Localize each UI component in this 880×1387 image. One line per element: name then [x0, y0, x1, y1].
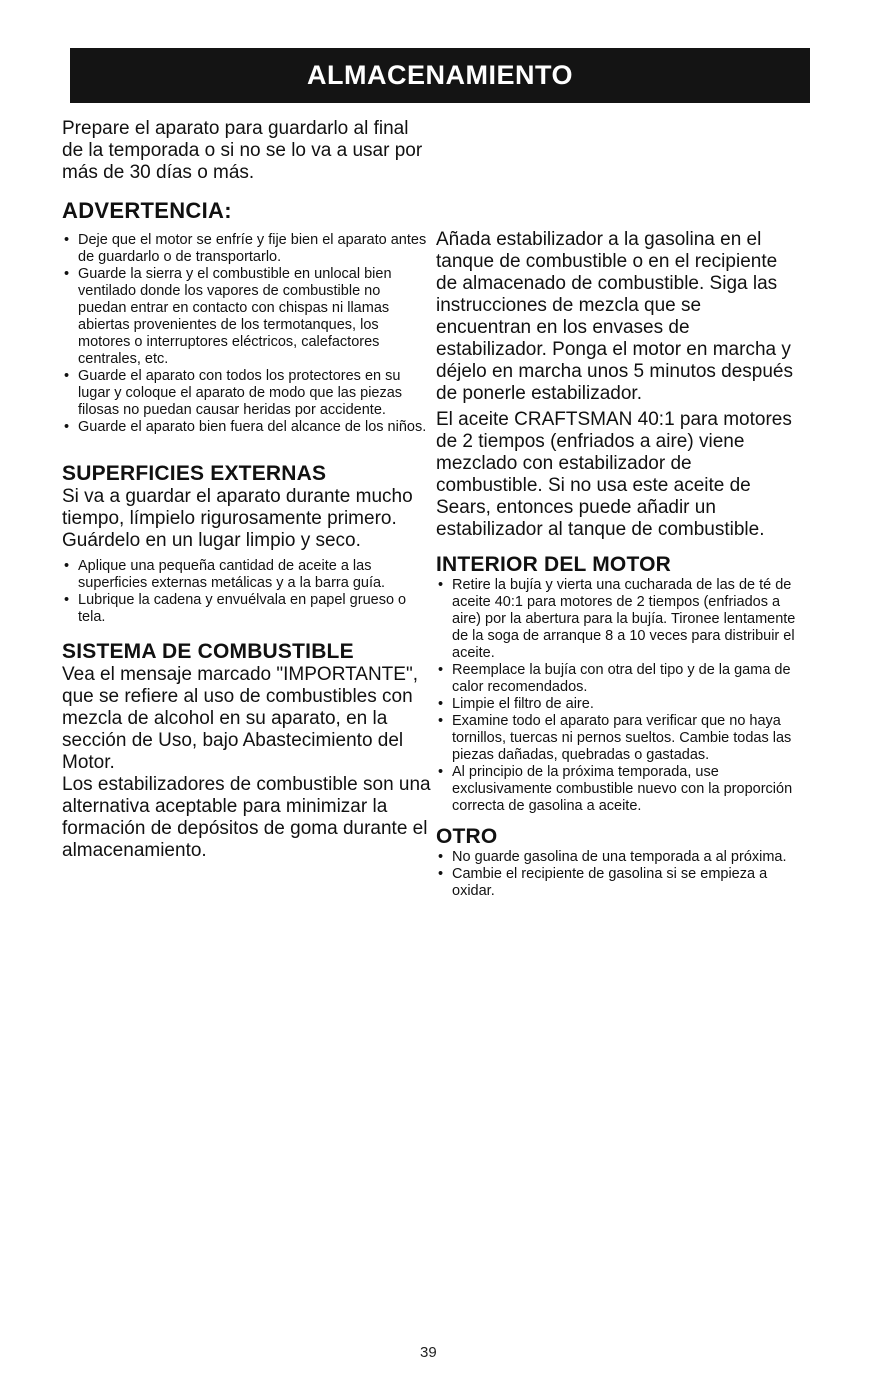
list-item: • Guarde el aparato con todos los protectores en su lugar y coloque el aparato de modo que las piezas filosas no puedan causar heridas por accidente. — [62, 368, 432, 419]
craftsman-oil-paragraph: El aceite CRAFTSMAN 40:1 para motores de 2 tiempos (enfriados a aire) viene mezclado con estabilizador de combustible. Si no usa este aceite de Sears, entonces puede añadir un estabilizador al tanque de combustible. — [436, 409, 792, 540]
section-header — [70, 48, 810, 103]
list-item: • Al principio de la próxima temporada, use exclusivamente combustible nuevo con la proporción correcta de gasolina a aceite. — [436, 764, 796, 815]
other-heading: OTRO — [436, 825, 498, 848]
list-item: • Examine todo el aparato para verificar que no haya tornillos, tuercas ni pernos sueltos. Cambie todas las piezas dañadas, quebradas o gastadas. — [436, 713, 796, 764]
left-column — [62, 118, 432, 862]
list-item: • Lubrique la cadena y envuélvala en papel grueso o tela. — [62, 592, 432, 626]
warning-heading: ADVERTENCIA: — [62, 198, 232, 223]
page-number: 39 — [420, 1344, 437, 1361]
engine-interior-heading: INTERIOR DEL MOTOR — [436, 553, 671, 576]
right-column — [436, 229, 796, 900]
external-surfaces-heading: SUPERFICIES EXTERNAS — [62, 462, 327, 485]
fuel-stabilizer-paragraph: Los estabilizadores de combustible son una alternativa aceptable para minimizar la formación de depósitos de goma durante el almacenamiento. — [62, 774, 431, 861]
list-item: • Limpie el filtro de aire. — [436, 696, 796, 713]
list-item: • Guarde el aparato bien fuera del alcance de los niños. — [62, 419, 432, 436]
section-title: ALMACENAMIENTO — [307, 60, 573, 90]
other-list — [436, 849, 796, 900]
list-item: • Reemplace la bujía con otra del tipo y de la gama de calor recomendados. — [436, 662, 796, 696]
list-item: • Deje que el motor se enfríe y fije bien el aparato antes de guardarlo o de transportarlo. — [62, 232, 432, 266]
list-item: • Cambie el recipiente de gasolina si se empieza a oxidar. — [436, 866, 796, 900]
external-surfaces-paragraph: Si va a guardar el aparato durante mucho tiempo, límpielo rigurosamente primero. Guárdelo en un lugar limpio y seco. — [62, 486, 413, 551]
intro-paragraph: Prepare el aparato para guardarlo al final de la temporada o si no se lo va a usar por más de 30 días o más. — [62, 118, 423, 183]
list-item: • Retire la bujía y vierta una cucharada de las de té de aceite 40:1 para motores de 2 tiempos (enfriados a aire) por la abertura para la bujía. Tironee lentamente de la soga de arranque 8 a 10 veces para distribuir el aceite. — [436, 577, 796, 662]
fuel-system-heading: SISTEMA DE COMBUSTIBLE — [62, 640, 354, 663]
fuel-system-paragraph: Vea el mensaje marcado "IMPORTANTE", que se refiere al uso de combustibles con mezcla de alcohol en su aparato, en la sección de Uso, bajo Abastecimiento del Motor. — [62, 664, 418, 773]
list-item: • Aplique una pequeña cantidad de aceite a las superficies externas metálicas y a la barra guía. — [62, 558, 432, 592]
stabilizer-paragraph: Añada estabilizador a la gasolina en el tanque de combustible o en el recipiente de almacenado de combustible. Siga las instrucciones de mezcla que se encuentran en los envases de estabilizador. Ponga el motor en marcha y déjelo en marcha unos 5 minutos después de ponerle estabilizador. — [436, 229, 794, 404]
list-item: • Guarde la sierra y el combustible en unlocal bien ventilado donde los vapores de combustible no puedan entrar en contacto con chispas ni llamas abiertas provenientes de los termotanques, los motores o interruptores eléctricos, calefactores centrales, etc. — [62, 266, 432, 368]
warning-list — [62, 232, 432, 436]
engine-interior-list — [436, 577, 796, 815]
list-item: • No guarde gasolina de una temporada a al próxima. — [436, 849, 796, 866]
external-surfaces-list — [62, 558, 432, 626]
